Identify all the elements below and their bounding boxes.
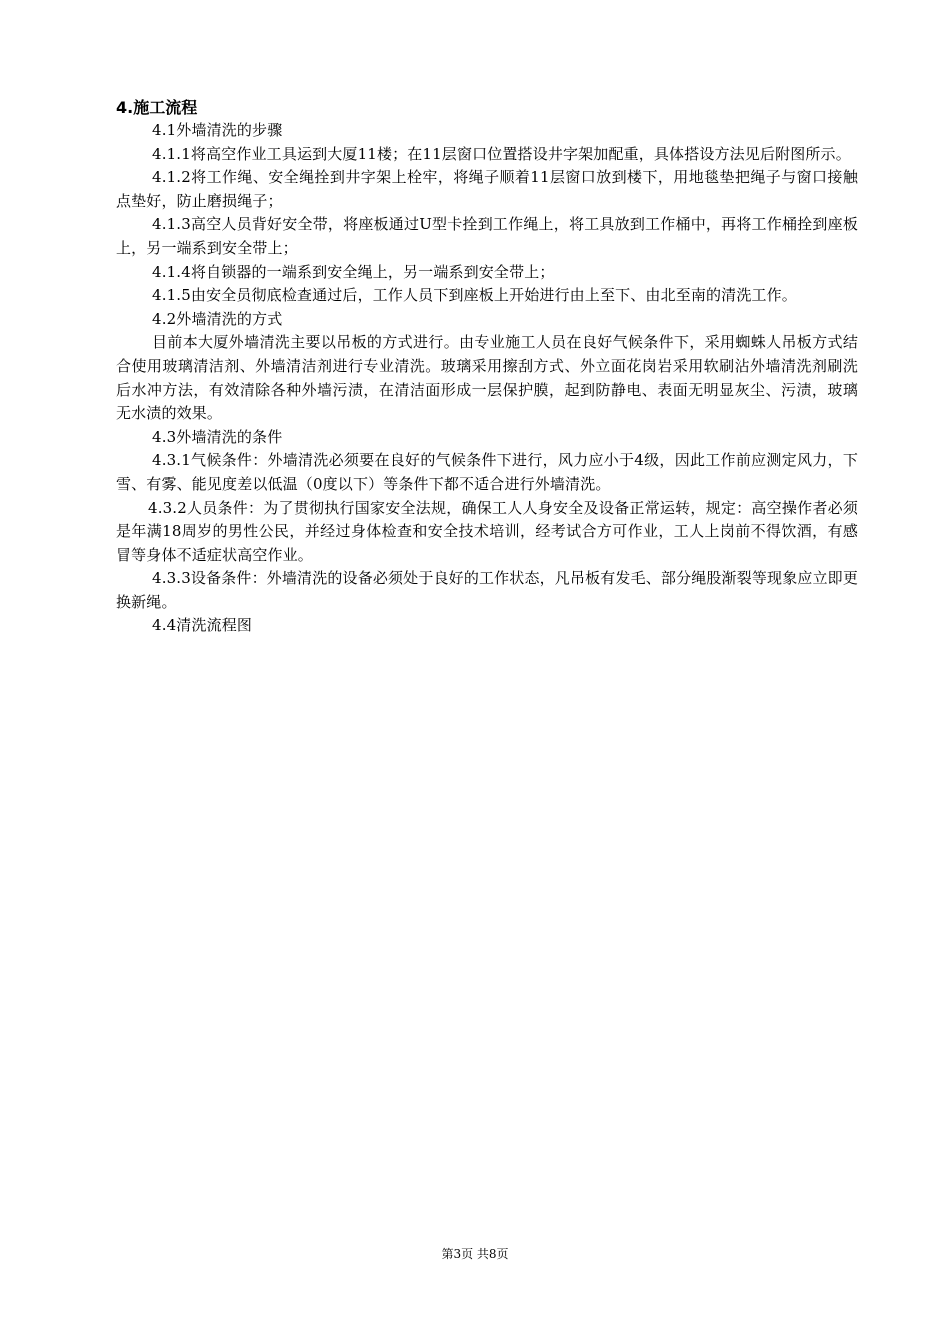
step-4-1-5: 4.1.5由安全员彻底检查通过后，工作人员下到座板上开始进行由上至下、由北至南的清洗工作。 (152, 286, 797, 305)
condition-4-3-3: 4.3.3设备条件：外墙清洗的设备必须处于良好的工作状态，凡吊板有发毛、部分绳股渐裂等现象应立即更换新绳。 (116, 569, 858, 611)
cleaning-method-paragraph: 目前本大厦外墙清洗主要以吊板的方式进行。由专业施工人员在良好气候条件下，采用蜘蛛人吊板方式结合使用玻璃清洁剂、外墙清洁剂进行专业清洗。玻璃采用擦刮方式、外立面花岗岩采用软刷沾外墙清洗剂刷洗后水冲方法，有效清除各种外墙污渍，在清洁面形成一层保护膜，起到防静电、表面无明显灰尘、污渍，玻璃无水渍的效果。 (116, 333, 858, 423)
step-4-1-3: 4.1.3高空人员背好安全带，将座板通过U型卡拴到工作绳上，将工具放到工作桶中，再将工作桶拴到座板上，另一端系到安全带上； (116, 215, 858, 257)
subsection-heading-4-1: 4.1外墙清洗的步骤 (152, 121, 283, 139)
document-body (116, 97, 858, 638)
page-footer: 第3页 共8页 (441, 1247, 509, 1261)
condition-4-3-2: 4.3.2人员条件：为了贯彻执行国家安全法规，确保工人人身安全及设备正常运转，规定：高空操作者必须是年满18周岁的男性公民，并经过身体检查和安全技术培训，经考试合方可作业，工人上岗前不得饮酒，有感冒等身体不适症状高空作业。 (116, 498, 858, 564)
section-title: 4.施工流程 (116, 98, 198, 117)
step-4-1-4: 4.1.4将自锁器的一端系到安全绳上，另一端系到安全带上； (152, 262, 555, 281)
subsection-heading-4-4: 4.4清洗流程图 (152, 616, 253, 635)
subsection-heading-4-3: 4.3外墙清洗的条件 (152, 427, 283, 446)
condition-4-3-1: 4.3.1气候条件：外墙清洗必须要在良好的气候条件下进行，风力应小于4级，因此工作前应测定风力，下雪、有雾、能见度差以低温（0度以下）等条件下都不适合进行外墙清洗。 (116, 451, 858, 493)
subsection-heading-4-2: 4.2外墙清洗的方式 (152, 309, 283, 328)
step-4-1-2: 4.1.2将工作绳、安全绳拴到井字架上栓牢，将绳子顺着11层窗口放到楼下，用地毯垫把绳子与窗口接触点垫好，防止磨损绳子； (116, 168, 858, 210)
step-4-1-1: 4.1.1将高空作业工具运到大厦11楼；在11层窗口位置搭设井字架加配重，具体搭设方法见后附图所示。 (152, 144, 851, 163)
